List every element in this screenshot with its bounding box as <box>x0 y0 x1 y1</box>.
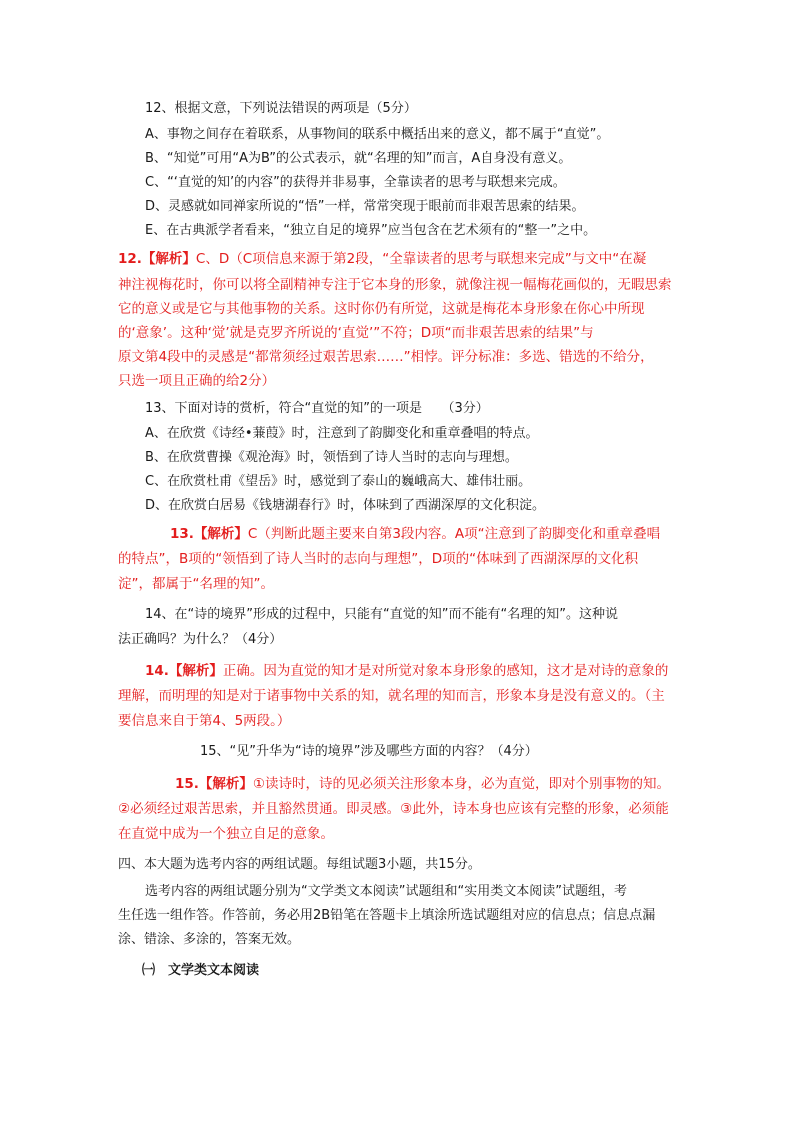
section4-desc-line-3: 涂、错涂、多涂的，答案无效。 <box>118 932 301 947</box>
section4-heading: 四、本大题为选考内容的两组试题。每组试题3小题，共15分。 <box>118 857 481 872</box>
q14-answer-tag: 14.【解析】 <box>145 663 223 679</box>
q12-answer-line-4: 的‘意象’。这种‘觉’就是克罗齐所说的‘直觉’”不符；D项“而非艰苦思索的结果”与 <box>118 325 594 341</box>
q15-answer-line-2: ②必须经过艰苦思索，并且豁然贯通。即灵感。③此外，诗本身也应该有完整的形象，必须能 <box>118 801 669 817</box>
q12-answer-line-3: 它的意义或是它与其他事物的关系。这时你仍有所觉，这就是梅花本身形象在你心中所现 <box>118 301 645 317</box>
q13-answer-line-2: 的特点”，B项的“领悟到了诗人当时的志向与理想”，D项的“体味到了西湖深厚的文化积 <box>118 551 639 567</box>
q12-answer-tag: 12.【解析】 <box>118 251 196 267</box>
q13-option-d: D、在欣赏白居易《钱塘湖春行》时，体味到了西湖深厚的文化积淀。 <box>145 498 546 513</box>
q14-answer-line-1: 14.【解析】正确。因为直觉的知才是对所觉对象本身形象的感知，这才是对诗的意象的 <box>145 663 669 679</box>
q13-stem: 13、下面对诗的赏析，符合“直觉的知”的一项是 （3分） <box>145 401 489 416</box>
q13-answer-line-3: 淀”，都属于“名理的知”。 <box>118 576 274 592</box>
q12-answer-line-5: 原文第4段中的灵感是“都常须经过艰苦思索……”相悖。评分标准：多选、错选的不给分， <box>118 349 654 365</box>
section4-desc-line-2: 生任选一组作答。作答前，务必用2B铅笔在答题卡上填涂所选试题组对应的信息点；信息点漏 <box>118 908 656 923</box>
q15-answer-line-1: 15.【解析】①读诗时，诗的见必须关注形象本身，必为直觉，即对个别事物的知。 <box>175 776 671 792</box>
q14-stem-line-1: 14、在“诗的境界”形成的过程中，只能有“直觉的知”而不能有“名理的知”。这种说 <box>145 607 618 622</box>
q15-stem: 15、“见”升华为“诗的境界”涉及哪些方面的内容？（4分） <box>200 744 538 759</box>
q13-answer-line-1: 13.【解析】C（判断此题主要来自第3段内容。A项“注意到了韵脚变化和重章叠唱 <box>170 526 661 542</box>
q12-option-b: B、“知觉”可用“A为B”的公式表示，就“名理的知”而言，A自身没有意义。 <box>145 151 572 166</box>
q15-answer-line-3: 在直觉中成为一个独立自足的意象。 <box>118 826 334 842</box>
q12-option-d: D、灵感就如同禅家所说的“悟”一样，常常突现于眼前而非艰苦思索的结果。 <box>145 199 585 214</box>
q15-answer-tag: 15.【解析】 <box>175 776 253 792</box>
section4-subheading: ㈠ 文学类文本阅读 <box>142 963 260 978</box>
q13-option-c: C、在欣赏杜甫《望岳》时，感觉到了泰山的巍峨高大、雄伟壮丽。 <box>145 474 532 489</box>
q12-option-a: A、事物之间存在着联系，从事物间的联系中概括出来的意义，都不属于“直觉”。 <box>145 127 610 142</box>
q12-answer-line-6: 只选一项且正确的给2分） <box>118 373 276 389</box>
q14-answer-line-2: 理解，而明理的知是对于诸事物中关系的知，就名理的知而言，形象本身是没有意义的。（主 <box>118 688 665 704</box>
q13-option-a: A、在欣赏《诗经•蒹葭》时，注意到了韵脚变化和重章叠唱的特点。 <box>145 426 539 441</box>
q12-option-c: C、“‘直觉的知’的内容”的获得并非易事，全靠读者的思考与联想来完成。 <box>145 175 566 190</box>
section4-desc-line-1: 选考内容的两组试题分别为“文学类文本阅读”试题组和“实用类文本阅读”试题组，考 <box>145 884 627 899</box>
q12-answer-line-1: 12.【解析】C、D（C项信息来源于第2段，“全靠读者的思考与联想来完成”与文中“在凝 <box>118 251 647 267</box>
q14-answer-line-3: 要信息来自于第4、5两段。） <box>118 713 291 729</box>
q12-option-e: E、在古典派学者看来，“独立自足的境界”应当包含在艺术须有的“整一”之中。 <box>145 223 597 238</box>
q13-option-b: B、在欣赏曹操《观沧海》时，领悟到了诗人当时的志向与理想。 <box>145 450 518 465</box>
q14-stem-line-2: 法正确吗？为什么？（4分） <box>118 632 283 647</box>
q12-stem: 12、根据文意，下列说法错误的两项是（5分） <box>145 101 417 116</box>
q13-answer-tag: 13.【解析】 <box>170 526 248 542</box>
q12-answer-line-2: 神注视梅花时，你可以将全副精神专注于它本身的形象，就像注视一幅梅花画似的，无暇思索 <box>118 277 672 293</box>
